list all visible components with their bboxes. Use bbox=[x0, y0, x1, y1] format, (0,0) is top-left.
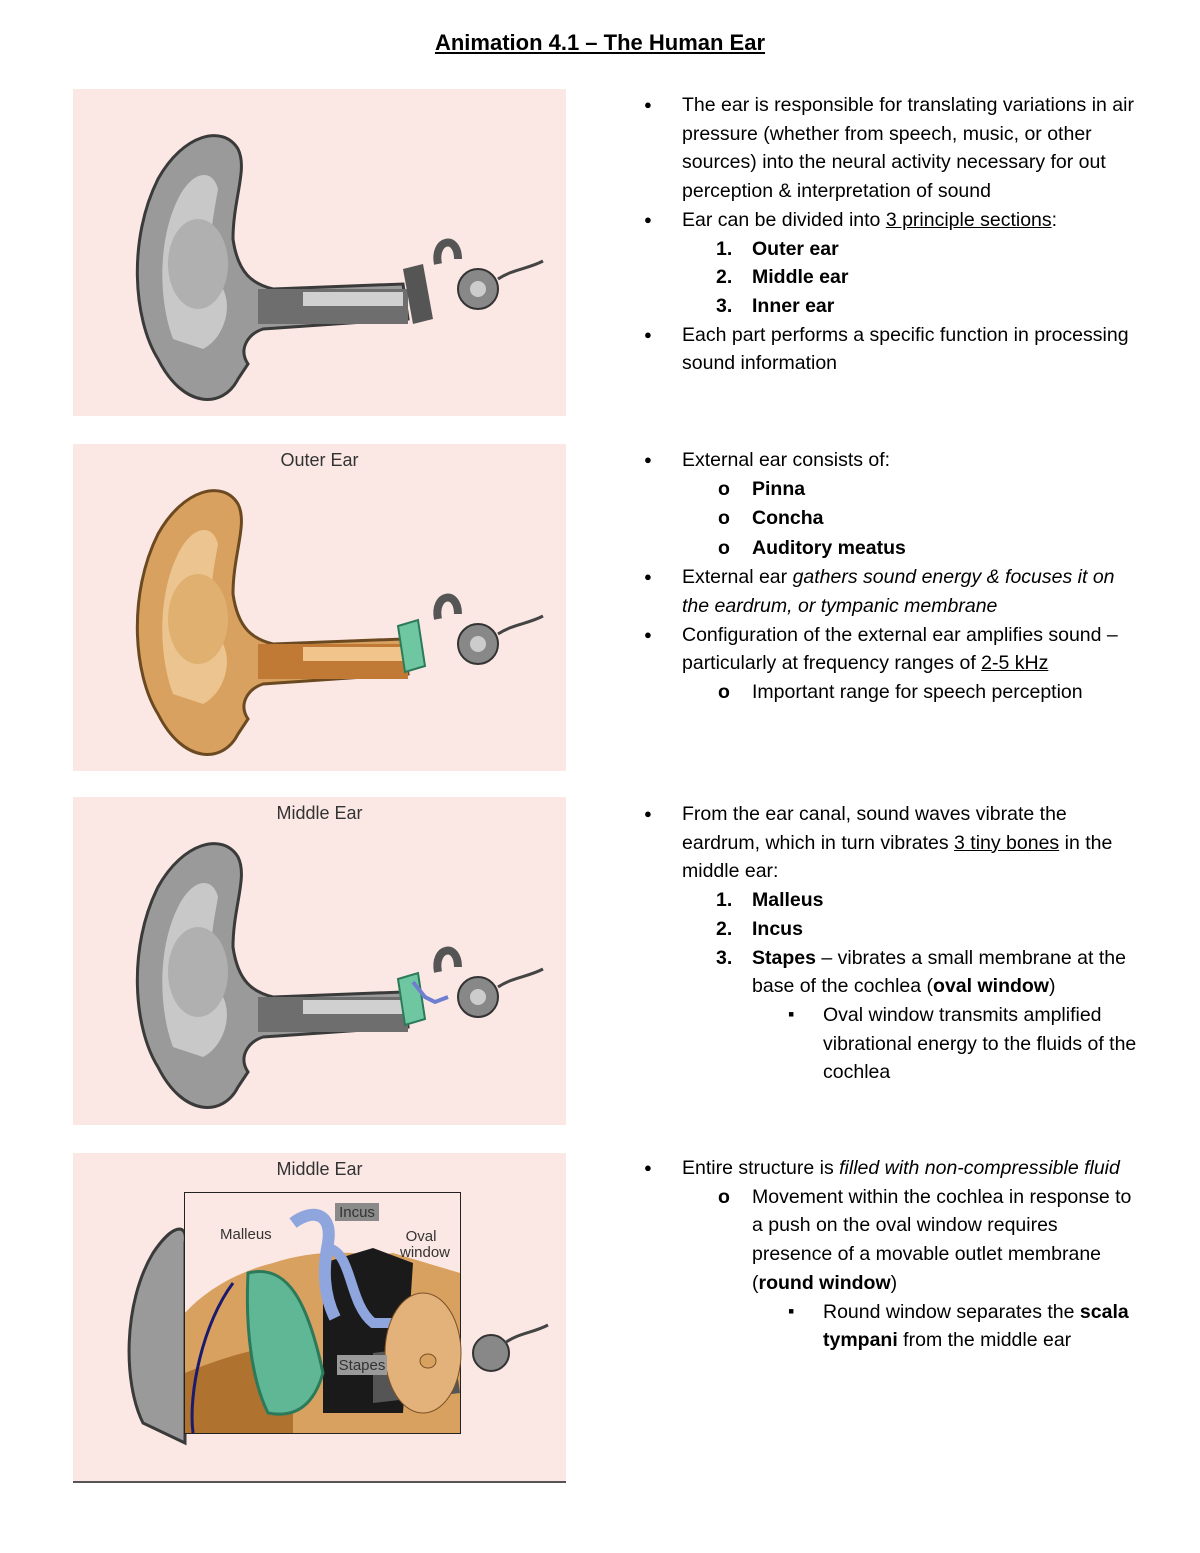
list-item: o Concha bbox=[640, 504, 1140, 534]
divider bbox=[73, 1481, 566, 1483]
oval-window-callout-line1: Oval bbox=[405, 1228, 437, 1245]
list-item: 3. Inner ear bbox=[716, 294, 835, 317]
bullet: ● Each part performs a specific function in processing sound information bbox=[640, 321, 1140, 378]
sub-sub-bullet: ▪ Oval window transmits amplified vibrational energy to the fluids of the cochlea bbox=[640, 1001, 1140, 1087]
ear-diagram-gray bbox=[73, 89, 566, 416]
malleus-callout: Malleus bbox=[220, 1226, 272, 1243]
sub-bullet: o Movement within the cochlea in response to a push on the oval window requires presence of a movable outlet membrane (round window) bbox=[640, 1183, 1140, 1298]
list-item: 2. Incus bbox=[716, 917, 803, 940]
bullet: ● Configuration of the external ear amplifies sound – particularly at frequency ranges of 2-5 kHz bbox=[640, 621, 1140, 678]
bullet: ● External ear consists of: bbox=[640, 446, 1140, 475]
bullet: ● The ear is responsible for translating variations in air pressure (whether from speech, music, or other sources) into the neural activity necessary for out perception & interpretation of sound bbox=[640, 91, 1140, 206]
outer-ear-diagram bbox=[73, 444, 566, 771]
middle-ear-diagram bbox=[73, 797, 566, 1125]
list-item: o Pinna bbox=[640, 475, 1140, 505]
bullet: ● External ear gathers sound energy & focuses it on the eardrum, or tympanic membrane bbox=[640, 563, 1140, 620]
bullet: ● Ear can be divided into 3 principle sections: bbox=[640, 206, 1140, 235]
middle-ear-detail-diagram bbox=[73, 1153, 566, 1481]
section-cochlea-fluid bbox=[640, 1154, 1140, 1355]
ear-illustration-panel bbox=[73, 89, 566, 416]
list-item: 1. Outer ear bbox=[716, 237, 839, 260]
incus-callout: Incus bbox=[339, 1204, 375, 1221]
list-item: 1. Malleus bbox=[716, 889, 824, 912]
list-item: 2. Middle ear bbox=[716, 266, 849, 289]
list-item: o Auditory meatus bbox=[640, 534, 1140, 564]
panel-label: Outer Ear bbox=[280, 450, 359, 470]
middle-ear-panel bbox=[73, 797, 566, 1125]
section-middle-ear-bones bbox=[640, 800, 1140, 1087]
middle-ear-detail-panel bbox=[73, 1153, 566, 1481]
section-ear-overview bbox=[640, 91, 1140, 378]
list-item: 3. Stapes – vibrates a small membrane at the base of the cochlea (oval window) bbox=[716, 946, 1126, 998]
stapes-callout: Stapes bbox=[338, 1357, 386, 1374]
oval-window-callout-line2: window bbox=[399, 1244, 451, 1261]
panel-label: Middle Ear bbox=[276, 1159, 363, 1179]
document-title: Animation 4.1 – The Human Ear bbox=[434, 30, 766, 55]
sub-bullet: o Important range for speech perception bbox=[640, 678, 1140, 707]
bullet: ● Entire structure is filled with non-compressible fluid bbox=[640, 1154, 1140, 1183]
panel-label: Middle Ear bbox=[276, 803, 363, 823]
section-outer-ear bbox=[640, 446, 1140, 707]
sub-sub-bullet: ▪ Round window separates the scala tympani from the middle ear bbox=[640, 1298, 1140, 1355]
bullet: ● From the ear canal, sound waves vibrate the eardrum, which in turn vibrates 3 tiny bones in the middle ear: bbox=[640, 800, 1140, 886]
outer-ear-panel bbox=[73, 444, 566, 771]
